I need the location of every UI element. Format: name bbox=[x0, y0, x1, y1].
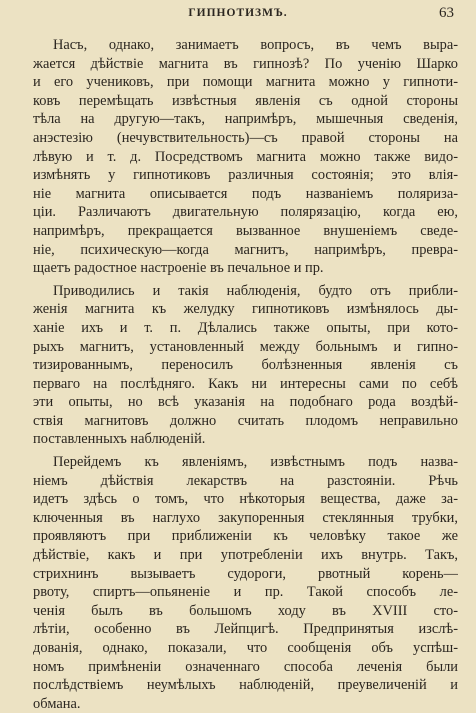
text-line: измѣнять у гипнотиковъ различныя состоянія; это влія- bbox=[33, 167, 458, 184]
running-head: ГИПНОТИЗМЪ. bbox=[188, 7, 288, 19]
text-line: дѣйствіе, какъ и при употребленіи ихъ внутрь. Такъ, bbox=[33, 547, 458, 564]
text-line: лѣвую и т. д. Посредствомъ магнита можно также видо- bbox=[33, 148, 458, 165]
text-line: ніемъ дѣйствія лекарствъ на разстояніи. Рѣчь bbox=[33, 472, 458, 489]
text-line: обмана. bbox=[33, 695, 81, 712]
text-line: ціи. Различаютъ двигательную полярязацію, когда ею, bbox=[33, 204, 458, 221]
text-line: рыхъ магнитъ, установленный между больнымъ и гипно- bbox=[33, 338, 458, 355]
text-line: ключенныя въ наглухо закупоренныя стеклянныя трубки, bbox=[33, 509, 458, 526]
page-body bbox=[33, 36, 458, 713]
text-line: перваго на послѣдняго. Какъ ни интересны сами по себѣ bbox=[33, 375, 458, 392]
page-header bbox=[0, 4, 476, 24]
text-line: проявляютъ при приближеніи къ человѣку такое же bbox=[33, 528, 458, 545]
text-line: Насъ, однако, занимаетъ вопросъ, въ чемъ выра- bbox=[53, 37, 458, 53]
text-line: анэстезію (нечувствительность)—съ правой стороны на bbox=[33, 129, 458, 146]
paragraph bbox=[33, 36, 458, 278]
text-line: ніе магнита описывается подъ названіемъ поляриза- bbox=[33, 185, 458, 202]
paragraph bbox=[33, 453, 458, 713]
text-line: дованія, однако, показали, что сообщенія объ успѣш- bbox=[33, 640, 458, 656]
text-line: женія магнита къ желудку гипнотиковъ измѣнялось ды- bbox=[33, 301, 458, 318]
text-line: эти опыты, но всѣ указанія на подобнаго рода воздѣй- bbox=[33, 394, 458, 411]
text-line: напримѣръ, прекращается вызванное внушеніемъ сведе- bbox=[33, 222, 458, 239]
text-line: жается дѣйствіе магнита въ гипнозѣ? По ученію Шарко bbox=[33, 55, 458, 72]
text-line: ханіе ихъ и т. п. Дѣлались также опыты, при кото- bbox=[33, 319, 458, 336]
text-line: ченія былъ въ большомъ ходу въ XVIII сто- bbox=[33, 602, 458, 619]
text-line: Перейдемъ къ явленіямъ, извѣстнымъ подъ назва- bbox=[53, 454, 458, 471]
text-line: ствія магнитовъ должно считать плодомъ неправильно bbox=[33, 412, 458, 429]
text-line: ковъ перемѣщать извѣстныя явленія съ одной стороны bbox=[33, 92, 458, 109]
text-line: щаетъ радостное настроеніе въ печальное и пр. bbox=[33, 260, 324, 277]
text-line: Приводились и такія наблюденія, будто отъ прибли- bbox=[53, 282, 458, 299]
text-line: рвоту, спиртъ—опьяненіе и пр. Такой способъ ле- bbox=[33, 584, 458, 601]
text-line: тѣла на другую—такъ, напримѣръ, мышечныя сведенія, bbox=[33, 111, 458, 128]
text-line: послѣдствіемъ неумѣлыхъ наблюденій, преувеличеній и bbox=[33, 677, 458, 694]
text-line: номъ примѣненіи означеннаго способа леченія были bbox=[33, 658, 458, 675]
text-line: идетъ здѣсь о томъ, что нѣкоторыя вещества, даже за- bbox=[33, 491, 458, 508]
paragraph bbox=[33, 282, 458, 449]
text-line: поставленныхъ наблюденій. bbox=[33, 431, 206, 448]
text-line: ніе, психическую—когда магнитъ, напримѣръ, превра- bbox=[33, 241, 458, 258]
page-number: 63 bbox=[439, 5, 454, 21]
text-line: стрихнинъ вызываетъ судороги, рвотный корень— bbox=[33, 565, 458, 582]
text-line: лѣтіи, особенно въ Лейпцигѣ. Предпринятыя изслѣ- bbox=[33, 621, 458, 638]
text-line: тизированнымъ, переносилъ болѣзненныя явленія съ bbox=[33, 357, 458, 374]
text-line: и его учениковъ, при помощи магнита можно у гипноти- bbox=[33, 74, 458, 91]
